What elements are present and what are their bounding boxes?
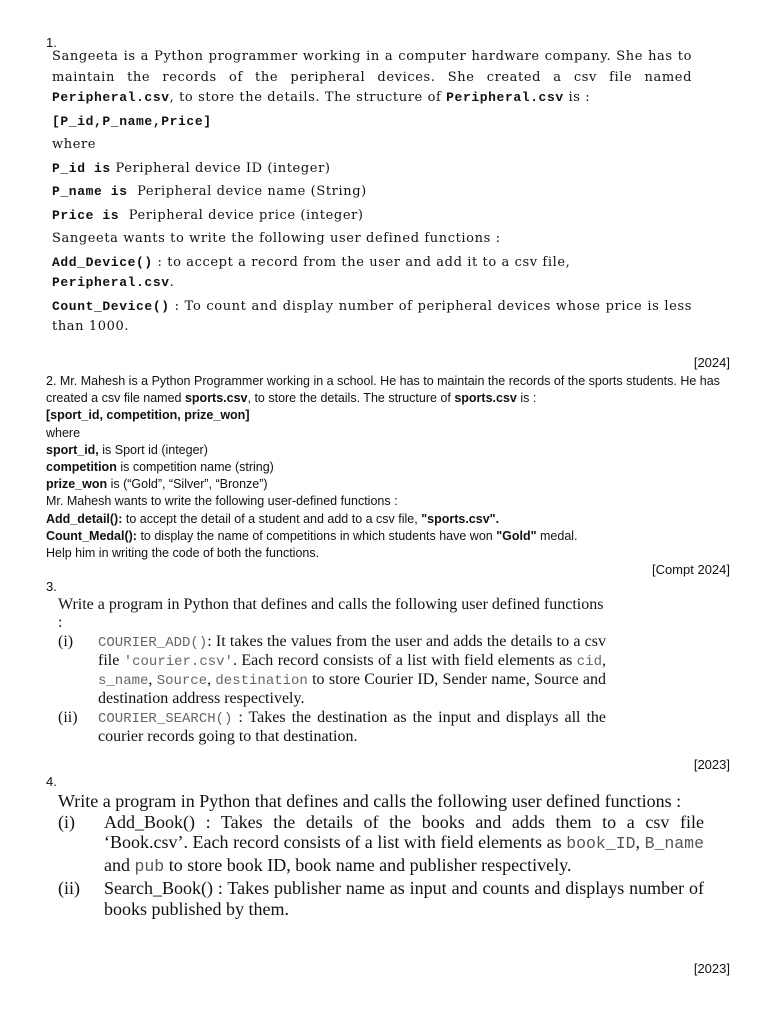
question-4 (58, 791, 704, 919)
q3-intro: Write a program in Python that defines and calls the following user defined functions : (58, 596, 604, 632)
q1-wants: Sangeeta wants to write the following user defined functions : (52, 231, 501, 246)
q4-item-ii: (ii) Search_Book() : Takes publisher name as input and counts and displays number of books published by them. (58, 877, 704, 919)
q4-intro: Write a program in Python that defines and calls the following user defined functions : (58, 791, 682, 811)
q2-structure: [sport_id, competition, prize_won] (46, 408, 250, 423)
q1-function-1: Add_Device() : to accept a record from the user and add it to a csv file, Peripheral.csv. (52, 254, 571, 290)
q2-year-tag: [Compt 2024] (651, 562, 730, 577)
q2-function-1: Add_detail(): to accept the detail of a student and add to a csv file, "sports.csv". (46, 511, 500, 526)
q2-field-2: competition is competition name (string) (46, 460, 274, 475)
q3-year-tag: [2023] (693, 757, 730, 772)
question-number-1: 1. (46, 35, 57, 50)
q3-item-ii: (ii) COURIER_SEARCH() : Takes the destination as the input and displays all the courier records going to that destination. (58, 708, 606, 746)
q1-intro: Sangeeta is a Python programmer working in a computer hardware company. She has to maintain the records of the peripheral devices. She created a csv file named Peripheral.csv, to store the details. The structure of Peripheral.csv is : (52, 49, 692, 105)
q1-field-2: P_name is Peripheral device name (String) (52, 184, 367, 199)
q4-item-i: (i) Add_Book() : Takes the details of the books and adds them to a csv file ‘Book.csv’. Each record consists of a list with field elements as book_ID, B_name and pub to store book ID, book name and publisher respectively. (58, 811, 704, 877)
q2-intro: 2. Mr. Mahesh is a Python Programmer working in a school. He has to maintain the records of the sports students. He has created a csv file named sports.csv, to store the details. The structure of sports.csv is : (46, 374, 720, 406)
question-number-3: 3. (46, 579, 57, 594)
q2-where: where (46, 425, 81, 440)
q4-year-tag: [2023] (693, 961, 730, 976)
question-1 (52, 47, 692, 341)
q1-field-3: Price is Peripheral device price (integer) (52, 207, 364, 223)
question-2 (46, 373, 736, 562)
question-number-4: 4. (46, 774, 57, 789)
q2-field-3: prize_won is (“Gold”, “Silver”, “Bronze”) (46, 477, 268, 492)
q1-function-2: Count_Device() : To count and display number of peripheral devices whose price is less than 1000. (52, 298, 692, 334)
q2-function-2: Count_Medal(): to display the name of competitions in which students have won "Gold" medal. (46, 528, 578, 543)
q1-structure: [P_id,P_name,Price] (52, 113, 212, 129)
q2-field-1: sport_id, is Sport id (integer) (46, 442, 208, 457)
q3-item-i: (i) COURIER_ADD(): It takes the values from the user and adds the details to a csv file 'courier.csv'. Each record consists of a list with field elements as cid, s_name, Source, destination to store Courier ID, Sender name, Source and destination address respectively. (58, 632, 606, 708)
q2-wants: Mr. Mahesh wants to write the following user-defined functions : (46, 494, 398, 509)
q1-where: where (52, 137, 97, 152)
q1-year-tag: [2024] (693, 355, 730, 370)
question-3 (58, 596, 606, 746)
q2-help: Help him in writing the code of both the functions. (46, 546, 320, 561)
q1-field-1: P_id is Peripheral device ID (integer) (52, 160, 331, 176)
